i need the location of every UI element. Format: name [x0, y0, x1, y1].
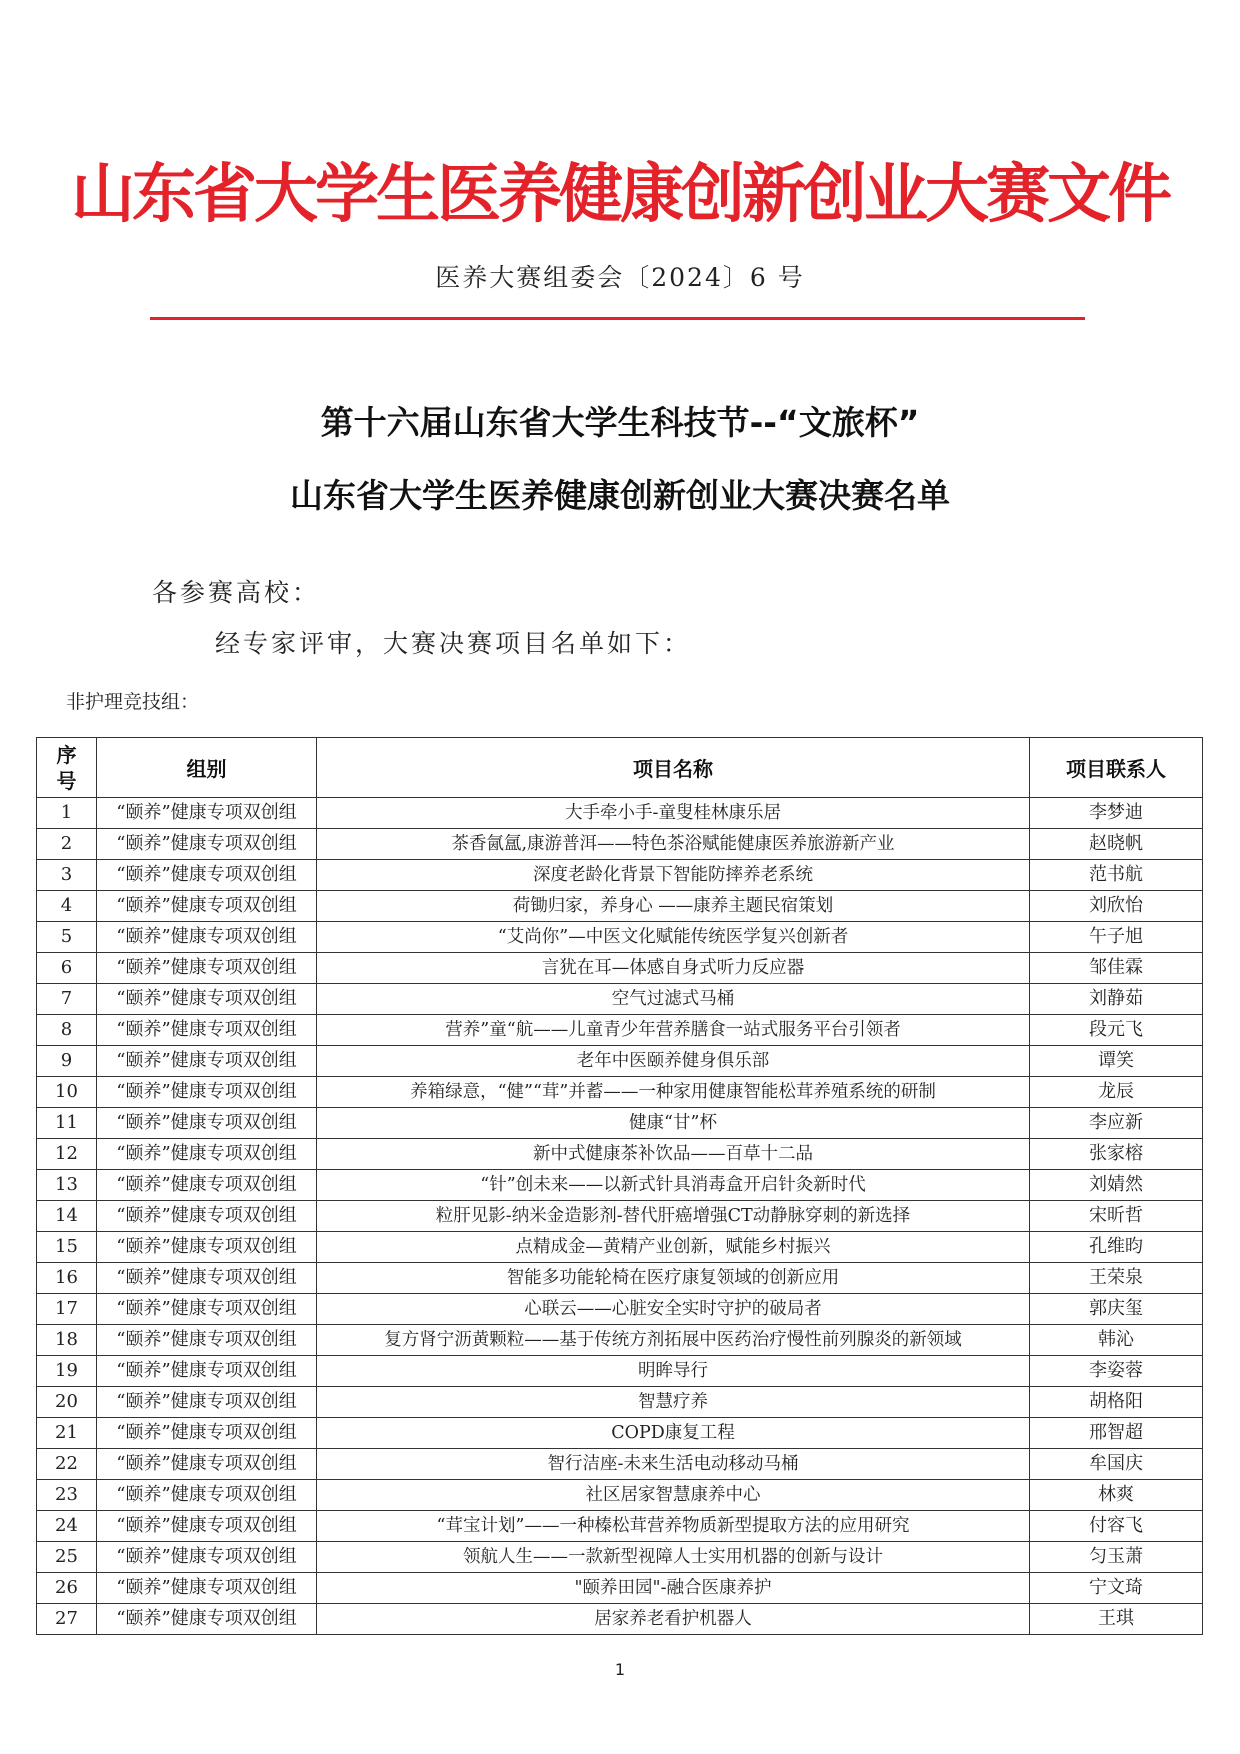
- cell-project: 居家养老看护机器人: [317, 1604, 1030, 1635]
- cell-contact: 段元飞: [1030, 1015, 1203, 1046]
- cell-category: “颐养”健康专项双创组: [97, 1232, 317, 1263]
- table-row: [37, 1480, 1203, 1511]
- cell-project: 深度老龄化背景下智能防摔养老系统: [317, 860, 1030, 891]
- cell-contact: 刘欣怡: [1030, 891, 1203, 922]
- cell-contact: 郭庆玺: [1030, 1294, 1203, 1325]
- cell-project: 空气过滤式马桶: [317, 984, 1030, 1015]
- header-index: [37, 738, 97, 798]
- table-header-row: [37, 738, 1203, 798]
- cell-contact: 林爽: [1030, 1480, 1203, 1511]
- cell-contact: 刘静茹: [1030, 984, 1203, 1015]
- cell-project: 大手牵小手-童叟桂林康乐居: [317, 798, 1030, 829]
- cell-category: “颐养”健康专项双创组: [97, 1139, 317, 1170]
- cell-category: “颐养”健康专项双创组: [97, 984, 317, 1015]
- cell-contact: 匀玉萧: [1030, 1542, 1203, 1573]
- table-row: [37, 1201, 1203, 1232]
- group-label: 非护理竞技组：: [66, 691, 200, 713]
- cell-index: 13: [37, 1170, 97, 1201]
- cell-contact: 宋昕哲: [1030, 1201, 1203, 1232]
- cell-category: “颐养”健康专项双创组: [97, 860, 317, 891]
- cell-category: “颐养”健康专项双创组: [97, 1480, 317, 1511]
- table-row: [37, 798, 1203, 829]
- cell-category: “颐养”健康专项双创组: [97, 1046, 317, 1077]
- cell-index: 16: [37, 1263, 97, 1294]
- cell-index: 23: [37, 1480, 97, 1511]
- table-body: [37, 798, 1203, 1635]
- cell-project: 复方肾宁沥黄颗粒——基于传统方剂拓展中医药治疗慢性前列腺炎的新领域: [317, 1325, 1030, 1356]
- intro-paragraph: 经专家评审，大赛决赛项目名单如下：: [215, 629, 692, 658]
- table-row: [37, 984, 1203, 1015]
- cell-index: 1: [37, 798, 97, 829]
- cell-category: “颐养”健康专项双创组: [97, 1263, 317, 1294]
- cell-project: 明眸导行: [317, 1356, 1030, 1387]
- table-row: [37, 1108, 1203, 1139]
- table-row: [37, 1387, 1203, 1418]
- cell-index: 12: [37, 1139, 97, 1170]
- cell-category: “颐养”健康专项双创组: [97, 1108, 317, 1139]
- table-row: [37, 891, 1203, 922]
- cell-contact: 范书航: [1030, 860, 1203, 891]
- cell-index: 2: [37, 829, 97, 860]
- table-row: [37, 1263, 1203, 1294]
- cell-category: “颐养”健康专项双创组: [97, 922, 317, 953]
- cell-category: “颐养”健康专项双创组: [97, 891, 317, 922]
- cell-contact: 李应新: [1030, 1108, 1203, 1139]
- cell-index: 4: [37, 891, 97, 922]
- cell-project: "颐养田园"-融合医康养护: [317, 1573, 1030, 1604]
- salutation: 各参赛高校：: [152, 578, 321, 607]
- header-project: 项目名称: [317, 738, 1030, 798]
- table-row: [37, 1077, 1203, 1108]
- cell-contact: 谭笑: [1030, 1046, 1203, 1077]
- cell-contact: 李姿蓉: [1030, 1356, 1203, 1387]
- cell-category: “颐养”健康专项双创组: [97, 1542, 317, 1573]
- cell-index: 9: [37, 1046, 97, 1077]
- cell-contact: 龙辰: [1030, 1077, 1203, 1108]
- finalist-table: [36, 737, 1203, 1635]
- cell-index: 6: [37, 953, 97, 984]
- page-number: 1: [614, 1660, 626, 1679]
- cell-contact: 邹佳霖: [1030, 953, 1203, 984]
- document-masthead: 山东省大学生医养健康创新创业大赛文件: [71, 158, 1169, 232]
- table-row: [37, 829, 1203, 860]
- cell-category: “颐养”健康专项双创组: [97, 1294, 317, 1325]
- cell-contact: 胡格阳: [1030, 1387, 1203, 1418]
- cell-project: 智能多功能轮椅在医疗康复领域的创新应用: [317, 1263, 1030, 1294]
- cell-contact: 邢智超: [1030, 1418, 1203, 1449]
- cell-project: 老年中医颐养健身俱乐部: [317, 1046, 1030, 1077]
- table-row: [37, 1449, 1203, 1480]
- table-row: [37, 1170, 1203, 1201]
- table-row: [37, 1015, 1203, 1046]
- cell-project: 点精成金—黄精产业创新，赋能乡村振兴: [317, 1232, 1030, 1263]
- cell-contact: 牟国庆: [1030, 1449, 1203, 1480]
- cell-index: 8: [37, 1015, 97, 1046]
- cell-index: 15: [37, 1232, 97, 1263]
- cell-category: “颐养”健康专项双创组: [97, 1077, 317, 1108]
- cell-index: 3: [37, 860, 97, 891]
- cell-project: 养箱绿意，“健”“茸”并蓄——一种家用健康智能松茸养殖系统的研制: [317, 1077, 1030, 1108]
- cell-category: “颐养”健康专项双创组: [97, 1387, 317, 1418]
- cell-contact: 午子旭: [1030, 922, 1203, 953]
- cell-project: “针”创未来——以新式针具消毒盒开启针灸新时代: [317, 1170, 1030, 1201]
- cell-index: 17: [37, 1294, 97, 1325]
- document-title-line-2: 山东省大学生医养健康创新创业大赛决赛名单: [290, 476, 950, 515]
- cell-index: 27: [37, 1604, 97, 1635]
- table-row: [37, 922, 1203, 953]
- cell-index: 19: [37, 1356, 97, 1387]
- header-category: 组别: [97, 738, 317, 798]
- cell-index: 25: [37, 1542, 97, 1573]
- header-contact: 项目联系人: [1030, 738, 1203, 798]
- cell-index: 20: [37, 1387, 97, 1418]
- cell-project: “艾尚你”—中医文化赋能传统医学复兴创新者: [317, 922, 1030, 953]
- cell-category: “颐养”健康专项双创组: [97, 829, 317, 860]
- cell-category: “颐养”健康专项双创组: [97, 1170, 317, 1201]
- table-row: [37, 1356, 1203, 1387]
- cell-contact: 李梦迪: [1030, 798, 1203, 829]
- cell-project: 领航人生——一款新型视障人士实用机器的创新与设计: [317, 1542, 1030, 1573]
- cell-project: COPD康复工程: [317, 1418, 1030, 1449]
- cell-contact: 孔维昀: [1030, 1232, 1203, 1263]
- cell-category: “颐养”健康专项双创组: [97, 1573, 317, 1604]
- table-row: [37, 953, 1203, 984]
- cell-project: 健康“甘”杯: [317, 1108, 1030, 1139]
- cell-category: “颐养”健康专项双创组: [97, 1356, 317, 1387]
- cell-project: 心联云——心脏安全实时守护的破局者: [317, 1294, 1030, 1325]
- cell-project: 智行洁座-未来生活电动移动马桶: [317, 1449, 1030, 1480]
- cell-category: “颐养”健康专项双创组: [97, 1511, 317, 1542]
- table-row: [37, 1604, 1203, 1635]
- cell-category: “颐养”健康专项双创组: [97, 1449, 317, 1480]
- cell-project: 智慧疗养: [317, 1387, 1030, 1418]
- table-row: [37, 1542, 1203, 1573]
- document-number: 医养大赛组委会〔2024〕6 号: [435, 263, 805, 292]
- cell-project: 社区居家智慧康养中心: [317, 1480, 1030, 1511]
- cell-category: “颐养”健康专项双创组: [97, 1418, 317, 1449]
- cell-project: 荷锄归家，养身心 ——康养主题民宿策划: [317, 891, 1030, 922]
- cell-index: 5: [37, 922, 97, 953]
- table-row: [37, 1046, 1203, 1077]
- header-index-bottom: 号: [56, 768, 77, 793]
- cell-contact: 王琪: [1030, 1604, 1203, 1635]
- cell-index: 14: [37, 1201, 97, 1232]
- cell-category: “颐养”健康专项双创组: [97, 1015, 317, 1046]
- cell-project: 新中式健康茶补饮品——百草十二品: [317, 1139, 1030, 1170]
- cell-contact: 王荣泉: [1030, 1263, 1203, 1294]
- table-row: [37, 1294, 1203, 1325]
- table-row: [37, 860, 1203, 891]
- cell-contact: 韩沁: [1030, 1325, 1203, 1356]
- cell-project: “茸宝计划”——一种榛松茸营养物质新型提取方法的应用研究: [317, 1511, 1030, 1542]
- cell-project: 粒肝见影-纳米金造影剂-替代肝癌增强CT动静脉穿刺的新选择: [317, 1201, 1030, 1232]
- table-row: [37, 1232, 1203, 1263]
- table-row: [37, 1418, 1203, 1449]
- red-divider-line: [150, 317, 1085, 320]
- cell-contact: 刘婧然: [1030, 1170, 1203, 1201]
- cell-category: “颐养”健康专项双创组: [97, 953, 317, 984]
- header-index-top: 序: [56, 742, 77, 767]
- cell-category: “颐养”健康专项双创组: [97, 1201, 317, 1232]
- cell-index: 11: [37, 1108, 97, 1139]
- table-row: [37, 1139, 1203, 1170]
- cell-category: “颐养”健康专项双创组: [97, 1604, 317, 1635]
- cell-contact: 张家榕: [1030, 1139, 1203, 1170]
- cell-project: 营养”童“航——儿童青少年营养膳食一站式服务平台引领者: [317, 1015, 1030, 1046]
- cell-category: “颐养”健康专项双创组: [97, 1325, 317, 1356]
- table-row: [37, 1325, 1203, 1356]
- cell-contact: 付容飞: [1030, 1511, 1203, 1542]
- cell-contact: 赵晓帆: [1030, 829, 1203, 860]
- cell-index: 24: [37, 1511, 97, 1542]
- cell-project: 言犹在耳—体感自身式听力反应器: [317, 953, 1030, 984]
- table-row: [37, 1511, 1203, 1542]
- cell-contact: 宁文琦: [1030, 1573, 1203, 1604]
- cell-index: 26: [37, 1573, 97, 1604]
- cell-index: 21: [37, 1418, 97, 1449]
- table-row: [37, 1573, 1203, 1604]
- cell-index: 22: [37, 1449, 97, 1480]
- cell-project: 茶香氤氲,康游普洱——特色茶浴赋能健康医养旅游新产业: [317, 829, 1030, 860]
- document-title-line-1: 第十六届山东省大学生科技节--“文旅杯”: [320, 403, 920, 442]
- cell-category: “颐养”健康专项双创组: [97, 798, 317, 829]
- cell-index: 18: [37, 1325, 97, 1356]
- cell-index: 10: [37, 1077, 97, 1108]
- cell-index: 7: [37, 984, 97, 1015]
